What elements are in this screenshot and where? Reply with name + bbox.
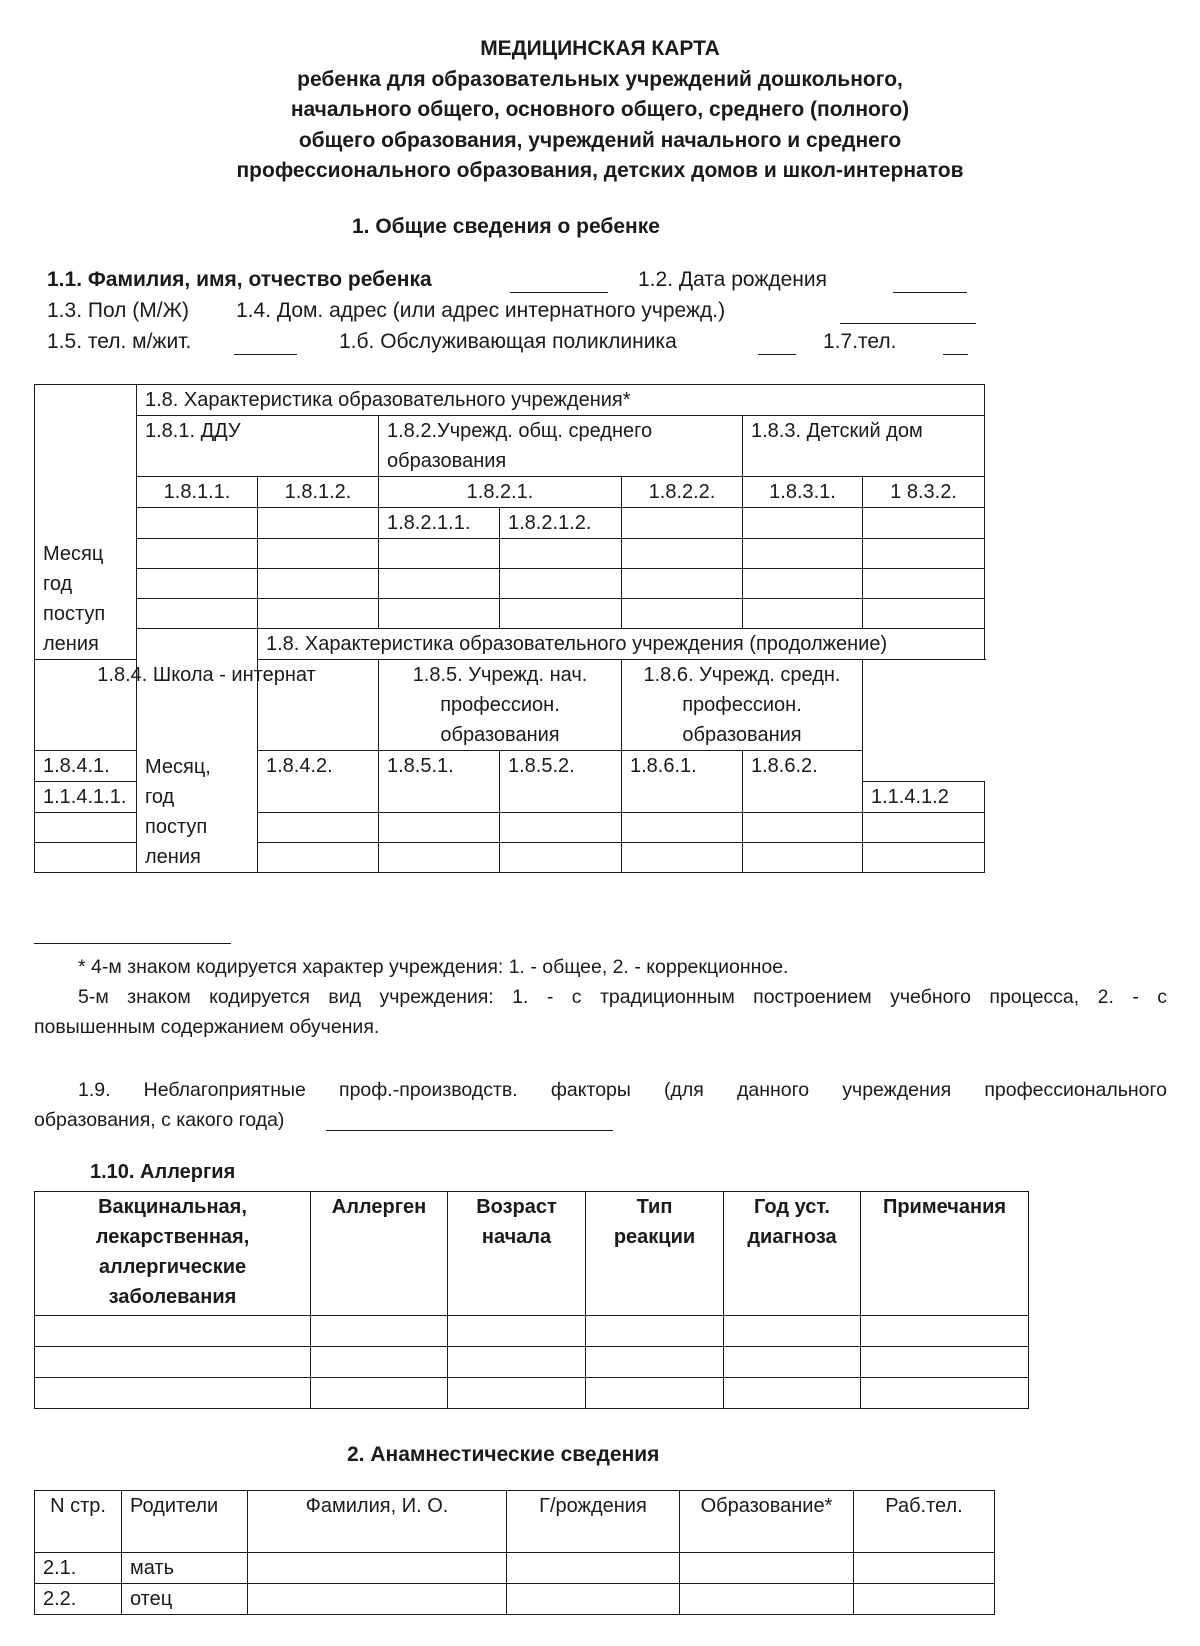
entry-cell[interactable] bbox=[379, 813, 500, 843]
entry-cell[interactable] bbox=[622, 539, 743, 569]
title-line-3: начального общего, основного общего, среднего (полного) bbox=[290, 98, 910, 121]
entry-cell[interactable] bbox=[258, 843, 379, 873]
entry-cell[interactable] bbox=[379, 539, 500, 569]
month-label-cell-1 bbox=[35, 385, 137, 660]
field-label-1-2: 1.2. Дата рождения bbox=[638, 268, 827, 291]
field-line-1-6[interactable] bbox=[758, 354, 796, 355]
section-1-heading: 1. Общие сведения о ребенке bbox=[352, 215, 660, 238]
entry-cell[interactable] bbox=[586, 1347, 724, 1378]
entry-cell[interactable] bbox=[35, 1347, 311, 1378]
allergy-heading: 1.10. Аллергия bbox=[90, 1161, 236, 1183]
field-line-1-4[interactable] bbox=[840, 323, 976, 324]
footnote-divider bbox=[34, 943, 231, 944]
entry-cell[interactable] bbox=[35, 1378, 311, 1409]
item-1-9-line-1: 1.9. Неблагоприятные проф.-производств. факторы (для данного учреждения профессионального bbox=[78, 1079, 1167, 1101]
title-line-4: общего образования, учреждений начального и среднего bbox=[298, 128, 902, 152]
title-line-2: ребенка для образовательных учреждений дошкольного, bbox=[297, 67, 903, 91]
entry-cell[interactable] bbox=[743, 813, 863, 843]
field-label-1-6: 1.б. Обслуживающая поликлиника bbox=[339, 330, 677, 353]
title-line-1: МЕДИЦИНСКАЯ КАРТА bbox=[480, 37, 720, 60]
footnote-line-3: повышенным содержанием обучения. bbox=[34, 1016, 380, 1038]
allergy-header-age: Возраст начала bbox=[448, 1192, 586, 1316]
group-general-school: 1.8.2.Учрежд. общ. среднего образования bbox=[379, 416, 743, 477]
entry-cell[interactable] bbox=[248, 1553, 507, 1584]
row-number: 2.2. bbox=[35, 1584, 122, 1615]
entry-cell[interactable] bbox=[137, 539, 258, 569]
month-label-text: год bbox=[43, 573, 73, 595]
month-label-text: ления bbox=[145, 846, 201, 868]
code-cell: 1.8.2.1. bbox=[379, 477, 622, 508]
entry-cell[interactable] bbox=[586, 1378, 724, 1409]
section-2-heading: 2. Анамнестические сведения bbox=[347, 1443, 660, 1466]
institution-title-1: 1.8. Характеристика образовательного учреждения* bbox=[137, 385, 985, 416]
item-1-9-field-line[interactable] bbox=[326, 1130, 613, 1131]
field-line-1-5[interactable] bbox=[234, 354, 297, 355]
entry-cell[interactable] bbox=[863, 508, 985, 539]
entry-cell[interactable] bbox=[507, 1553, 680, 1584]
entry-cell[interactable] bbox=[863, 599, 985, 629]
entry-cell[interactable] bbox=[622, 843, 743, 873]
code-cell: 1.8.1.1. bbox=[137, 477, 258, 508]
subcode-cell: 1.1.4.1.2 bbox=[863, 782, 985, 813]
group-orphanage: 1.8.3. Детский дом bbox=[743, 416, 985, 477]
entry-cell[interactable] bbox=[724, 1378, 861, 1409]
entry-cell[interactable] bbox=[448, 1347, 586, 1378]
allergy-table bbox=[34, 1191, 1029, 1409]
entry-cell[interactable] bbox=[35, 813, 137, 843]
entry-cell[interactable] bbox=[248, 1584, 507, 1615]
field-label-1-1: 1.1. Фамилия, имя, отчество ребенка bbox=[47, 268, 432, 291]
field-label-1-5: 1.5. тел. м/жит. bbox=[47, 330, 192, 353]
entry-cell[interactable] bbox=[35, 843, 137, 873]
group-secondary-vocational: 1.8.6. Учрежд. средн. профессион. образования bbox=[622, 660, 863, 751]
subcode-cell: 1.1.4.1.1. bbox=[35, 782, 137, 813]
footnote-line-1: * 4-м знаком кодируется характер учреждения: 1. - общее, 2. - коррекционное. bbox=[78, 956, 789, 978]
entry-cell[interactable] bbox=[137, 599, 258, 629]
month-label-text: год bbox=[145, 786, 175, 808]
entry-cell[interactable] bbox=[500, 539, 622, 569]
field-line-1-1[interactable] bbox=[510, 292, 608, 293]
code-cell: 1.8.5.1. bbox=[379, 751, 500, 813]
entry-cell[interactable] bbox=[861, 1347, 1029, 1378]
subcode-cell: 1.8.2.1.2. bbox=[500, 508, 622, 539]
month-label-text: поступ bbox=[43, 603, 106, 625]
title-line-5: профессионального образования, детских домов и школ-интернатов bbox=[236, 159, 964, 182]
entry-cell[interactable] bbox=[863, 539, 985, 569]
entry-cell[interactable] bbox=[500, 843, 622, 873]
entry-cell[interactable] bbox=[724, 1316, 861, 1347]
entry-cell[interactable] bbox=[680, 1553, 854, 1584]
entry-cell[interactable] bbox=[311, 1378, 448, 1409]
item-1-9-line-2: образования, с какого года) bbox=[34, 1109, 285, 1131]
field-label-1-4: 1.4. Дом. адрес (или адрес интернатного учрежд.) bbox=[236, 299, 726, 322]
entry-cell[interactable] bbox=[258, 539, 379, 569]
entry-cell[interactable] bbox=[863, 843, 985, 873]
entry-cell[interactable] bbox=[863, 813, 985, 843]
entry-cell[interactable] bbox=[724, 1347, 861, 1378]
allergy-header-allergen: Аллерген bbox=[311, 1192, 448, 1316]
entry-cell[interactable] bbox=[854, 1553, 995, 1584]
month-label-text: Месяц, bbox=[145, 756, 211, 778]
entry-cell[interactable] bbox=[448, 1316, 586, 1347]
parents-table bbox=[34, 1490, 995, 1615]
row-parent: отец bbox=[122, 1584, 248, 1615]
entry-cell[interactable] bbox=[311, 1347, 448, 1378]
entry-cell[interactable] bbox=[379, 843, 500, 873]
entry-cell[interactable] bbox=[743, 599, 863, 629]
code-cell: 1.8.4.1. bbox=[35, 751, 258, 782]
field-label-1-7: 1.7.тел. bbox=[823, 330, 897, 353]
code-cell: 1.8.3.1. bbox=[743, 477, 863, 508]
entry-cell[interactable] bbox=[137, 569, 258, 599]
code-cell: 1.8.1.2. bbox=[258, 477, 379, 508]
entry-cell[interactable] bbox=[743, 843, 863, 873]
parents-header-n: N стр. bbox=[35, 1491, 122, 1553]
parents-header-parents: Родители bbox=[122, 1491, 248, 1553]
institution-table bbox=[34, 384, 985, 873]
entry-cell[interactable] bbox=[258, 813, 379, 843]
entry-cell[interactable] bbox=[500, 813, 622, 843]
entry-cell[interactable] bbox=[861, 1378, 1029, 1409]
allergy-header-reaction: Тип реакции bbox=[586, 1192, 724, 1316]
entry-cell[interactable] bbox=[258, 508, 379, 539]
parents-header-education: Образование* bbox=[680, 1491, 854, 1553]
code-cell: 1.8.6.1. bbox=[622, 751, 743, 813]
entry-cell[interactable] bbox=[379, 569, 500, 599]
entry-cell[interactable] bbox=[500, 569, 622, 599]
entry-cell[interactable] bbox=[586, 1316, 724, 1347]
entry-cell[interactable] bbox=[258, 599, 379, 629]
entry-cell[interactable] bbox=[743, 508, 863, 539]
entry-cell[interactable] bbox=[743, 539, 863, 569]
parents-header-name: Фамилия, И. О. bbox=[248, 1491, 507, 1553]
entry-cell[interactable] bbox=[622, 569, 743, 599]
code-cell: 1.8.5.2. bbox=[500, 751, 622, 813]
group-primary-vocational: 1.8.5. Учрежд. нач. профессион. образования bbox=[379, 660, 622, 751]
institution-title-2: 1.8. Характеристика образовательного учреждения (продолжение) bbox=[258, 629, 985, 660]
field-line-1-2[interactable] bbox=[893, 292, 967, 293]
entry-cell[interactable] bbox=[258, 569, 379, 599]
code-cell: 1.8.6.2. bbox=[743, 751, 863, 813]
code-cell: 1 8.3.2. bbox=[863, 477, 985, 508]
code-cell: 1.8.2.2. bbox=[622, 477, 743, 508]
group-ddu: 1.8.1. ДДУ bbox=[137, 416, 379, 477]
entry-cell[interactable] bbox=[622, 508, 743, 539]
entry-cell[interactable] bbox=[137, 508, 258, 539]
allergy-header-notes: Примечания bbox=[861, 1192, 1029, 1316]
allergy-header-type: Вакцинальная, лекарственная, аллергические заболевания bbox=[35, 1192, 311, 1316]
entry-cell[interactable] bbox=[863, 569, 985, 599]
entry-cell[interactable] bbox=[622, 813, 743, 843]
allergy-header-diagnosis-year: Год уст. диагноза bbox=[724, 1192, 861, 1316]
entry-cell[interactable] bbox=[743, 569, 863, 599]
field-label-1-3: 1.3. Пол (М/Ж) bbox=[47, 299, 189, 322]
entry-cell[interactable] bbox=[311, 1316, 448, 1347]
entry-cell[interactable] bbox=[680, 1584, 854, 1615]
entry-cell[interactable] bbox=[622, 599, 743, 629]
group-boarding-school: 1.8.4. Школа - интернат bbox=[35, 660, 379, 751]
table-row bbox=[35, 1553, 995, 1584]
table-row bbox=[35, 1584, 995, 1615]
parents-header-work-phone: Раб.тел. bbox=[854, 1491, 995, 1553]
entry-cell[interactable] bbox=[507, 1584, 680, 1615]
entry-cell[interactable] bbox=[448, 1378, 586, 1409]
subcode-cell: 1.8.2.1.1. bbox=[379, 508, 500, 539]
footnote-line-2: 5-м знаком кодируется вид учреждения: 1. - с традиционным построением учебного процесса, 2. - с bbox=[78, 986, 1167, 1008]
field-line-1-7[interactable] bbox=[943, 354, 968, 355]
entry-cell[interactable] bbox=[861, 1316, 1029, 1347]
code-cell: 1.8.4.2. bbox=[258, 751, 379, 813]
row-parent: мать bbox=[122, 1553, 248, 1584]
parents-header-birth-year: Г/рождения bbox=[507, 1491, 680, 1553]
entry-cell[interactable] bbox=[35, 1316, 311, 1347]
entry-cell[interactable] bbox=[854, 1584, 995, 1615]
document-title bbox=[0, 34, 1200, 187]
month-label-text: поступ bbox=[145, 816, 208, 838]
row-number: 2.1. bbox=[35, 1553, 122, 1584]
entry-cell[interactable] bbox=[500, 599, 622, 629]
month-label-text: Месяц bbox=[43, 543, 104, 565]
month-label-text: ления bbox=[43, 633, 99, 655]
entry-cell[interactable] bbox=[379, 599, 500, 629]
